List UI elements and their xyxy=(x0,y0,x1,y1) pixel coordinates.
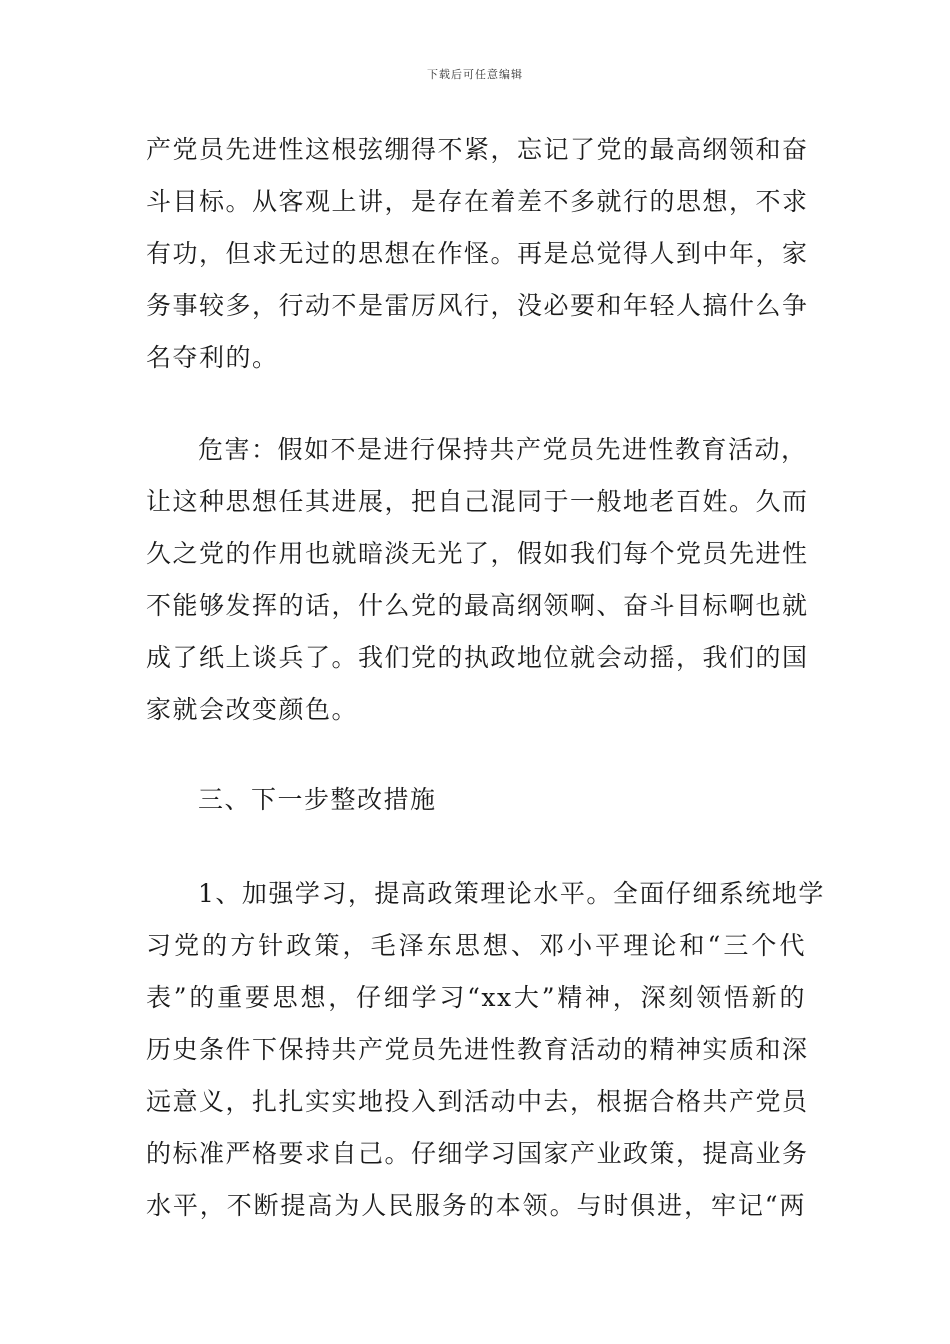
paragraph-line: 习党的方针政策，毛泽东思想、邓小平理论和“三个代 xyxy=(146,931,806,960)
paragraph-line: 产党员先进性这根弦绷得不紧，忘记了党的最高纲领和奋 xyxy=(146,135,809,164)
paragraph-line: 表”的重要思想，仔细学习“xx大”精神，深刻领悟新的 xyxy=(146,983,806,1012)
paragraph-line: 斗目标。从客观上讲，是存在着差不多就行的思想，不求 xyxy=(146,187,809,216)
paragraph-harm xyxy=(146,424,809,736)
paragraph-line: 有功，但求无过的思想在作怪。再是总觉得人到中年，家 xyxy=(146,239,809,268)
paragraph-continuation xyxy=(146,124,809,384)
paragraph-line: 家就会改变颜色。 xyxy=(146,695,359,724)
paragraph-line: 危害：假如不是进行保持共产党员先进性教育活动， xyxy=(198,435,808,464)
paragraph-line: 务事较多，行动不是雷厉风行，没必要和年轻人搞什么争 xyxy=(146,291,809,320)
paragraph-line: 的标准严格要求自己。仔细学习国家产业政策，提高业务 xyxy=(146,1139,809,1168)
page-header-note: 下载后可任意编辑 xyxy=(427,68,523,81)
paragraph-line: 历史条件下保持共产党员先进性教育活动的精神实质和深 xyxy=(146,1035,809,1064)
paragraph-line: 成了纸上谈兵了。我们党的执政地位就会动摇，我们的国 xyxy=(146,643,809,672)
paragraph-line: 让这种思想任其进展，把自己混同于一般地老百姓。久而 xyxy=(146,487,809,516)
paragraph-line: 1、加强学习，提高政策理论水平。全面仔细系统地学 xyxy=(198,879,825,908)
section-heading-text: 三、下一步整改措施 xyxy=(198,785,437,814)
paragraph-line: 不能够发挥的话，什么党的最高纲领啊、奋斗目标啊也就 xyxy=(146,591,809,620)
section-heading xyxy=(146,774,806,826)
paragraph-line: 名夺利的。 xyxy=(146,343,279,372)
paragraph-line: 水平，不断提高为人民服务的本领。与时俱进，牢记“两 xyxy=(146,1191,806,1220)
paragraph-line: 久之党的作用也就暗淡无光了，假如我们每个党员先进性 xyxy=(146,539,809,568)
paragraph-measure-1 xyxy=(146,868,825,1232)
paragraph-line: 远意义，扎扎实实地投入到活动中去，根据合格共产党员 xyxy=(146,1087,809,1116)
